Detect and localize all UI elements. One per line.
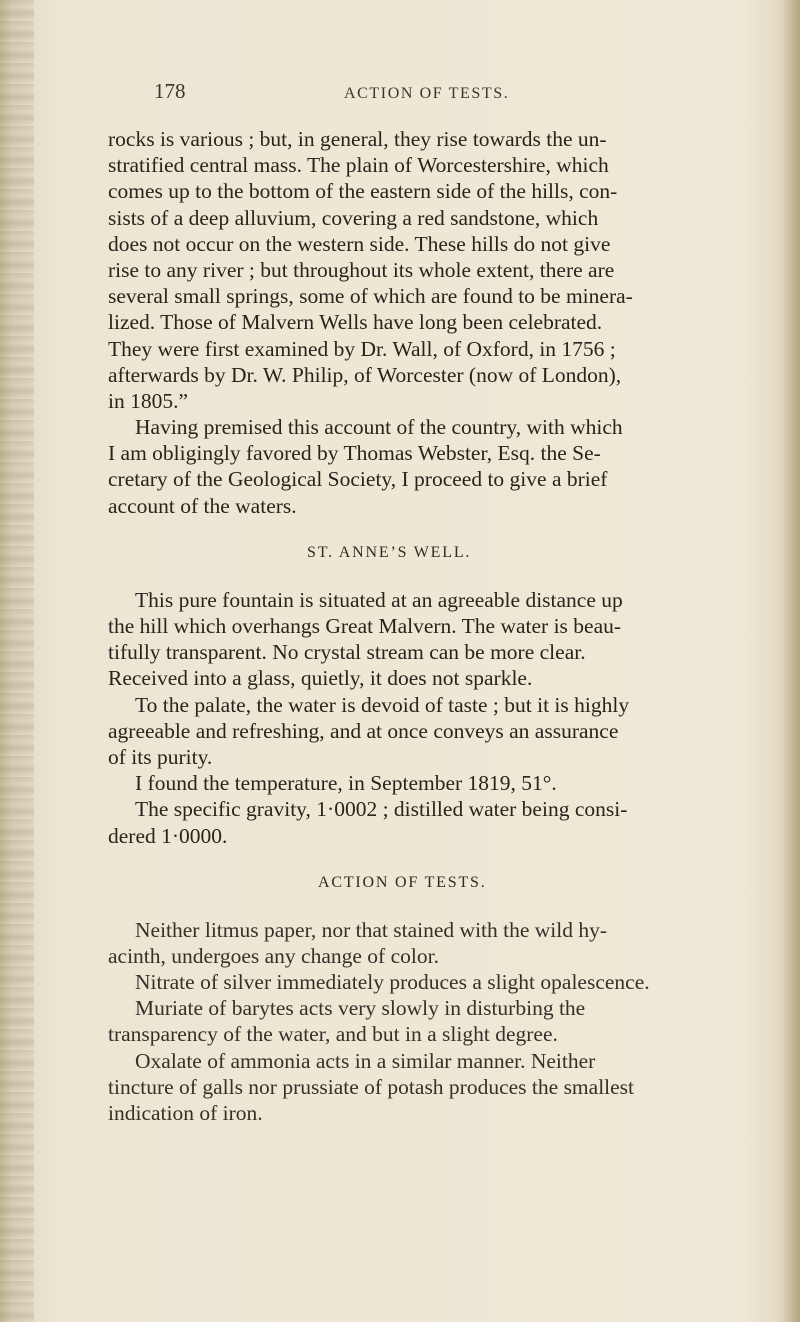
page-body-text [108, 126, 768, 1126]
text-line: afterwards by Dr. W. Philip, of Worcester (now of London), [108, 362, 622, 387]
page-header [154, 79, 714, 109]
paragraph-palate [108, 692, 768, 771]
text-line: the hill which overhangs Great Malvern. The water is beau- [108, 614, 622, 638]
text-line: I found the temperature, in September 1819, 51°. [135, 771, 557, 796]
text-line: Muriate of barytes acts very slowly in disturbing the [135, 996, 586, 1021]
text-line: They were first examined by Dr. Wall, of Oxford, in 1756 ; [108, 336, 616, 361]
text-line: transparency of the water, and but in a slight degree. [108, 1022, 558, 1047]
text-line: tincture of galls nor prussiate of potash produces the smallest [108, 1074, 635, 1099]
text-line: sists of a deep alluvium, covering a red sandstone, which [108, 205, 599, 230]
text-line: rocks is various ; but, in general, they rise towards the un- [108, 127, 607, 151]
text-line: acinth, undergoes any change of color. [108, 943, 439, 968]
text-line: Having premised this account of the country, with which [135, 415, 623, 440]
paragraph-nitrate-silver [108, 969, 768, 995]
page-right-edge [784, 0, 800, 1322]
paragraph-rocks-various [108, 126, 768, 414]
paragraph-specific-gravity [108, 796, 768, 848]
paragraph-temperature [108, 770, 768, 796]
text-line: Nitrate of silver immediately produces a slight opalescence. [135, 970, 650, 995]
paragraph-pure-fountain [108, 587, 768, 692]
text-line: of its purity. [108, 744, 213, 769]
text-line: Neither litmus paper, nor that stained with the wild hy- [135, 917, 608, 942]
text-line: To the palate, the water is devoid of taste ; but it is highly [135, 692, 630, 717]
text-line: Oxalate of ammonia acts in a similar manner. Neither [135, 1048, 596, 1073]
page-number: 178 [154, 79, 186, 103]
text-line: lized. Those of Malvern Wells have long been celebrated. [108, 310, 603, 335]
text-line: agreeable and refreshing, and at once conveys an assurance [108, 718, 619, 743]
text-line: tifully transparent. No crystal stream can be more clear. [108, 640, 586, 665]
text-line: in 1805.” [108, 388, 189, 413]
paragraph-muriate-barytes [108, 995, 768, 1047]
text-line: I am obligingly favored by Thomas Webster, Esq. the Se- [108, 441, 601, 466]
text-line: dered 1·0000. [108, 823, 228, 848]
section-heading-st-annes-well: ST. ANNE’S WELL. [307, 543, 472, 561]
text-line: The specific gravity, 1·0002 ; distilled water being consi- [135, 797, 628, 822]
page-left-binding-edge [0, 0, 34, 1322]
running-head: ACTION OF TESTS. [344, 85, 510, 102]
text-line: does not occur on the western side. These hills do not give [108, 231, 611, 256]
text-line: stratified central mass. The plain of Worcestershire, which [108, 153, 609, 178]
text-line: indication of iron. [108, 1101, 263, 1125]
paragraph-litmus [108, 917, 768, 969]
text-line: This pure fountain is situated at an agreeable distance up [135, 587, 623, 612]
text-line: account of the waters. [108, 493, 297, 518]
section-heading-action-of-tests: ACTION OF TESTS. [318, 873, 487, 891]
paragraph-oxalate-ammonia [108, 1048, 768, 1127]
text-line: Received into a glass, quietly, it does not sparkle. [108, 666, 533, 691]
text-line: comes up to the bottom of the eastern side of the hills, con- [108, 179, 618, 204]
text-line: rise to any river ; but throughout its whole extent, there are [108, 257, 615, 282]
text-line: several small springs, some of which are found to be minera- [108, 284, 633, 309]
text-line: cretary of the Geological Society, I proceed to give a brief [108, 467, 608, 492]
paragraph-having-premised [108, 414, 768, 519]
